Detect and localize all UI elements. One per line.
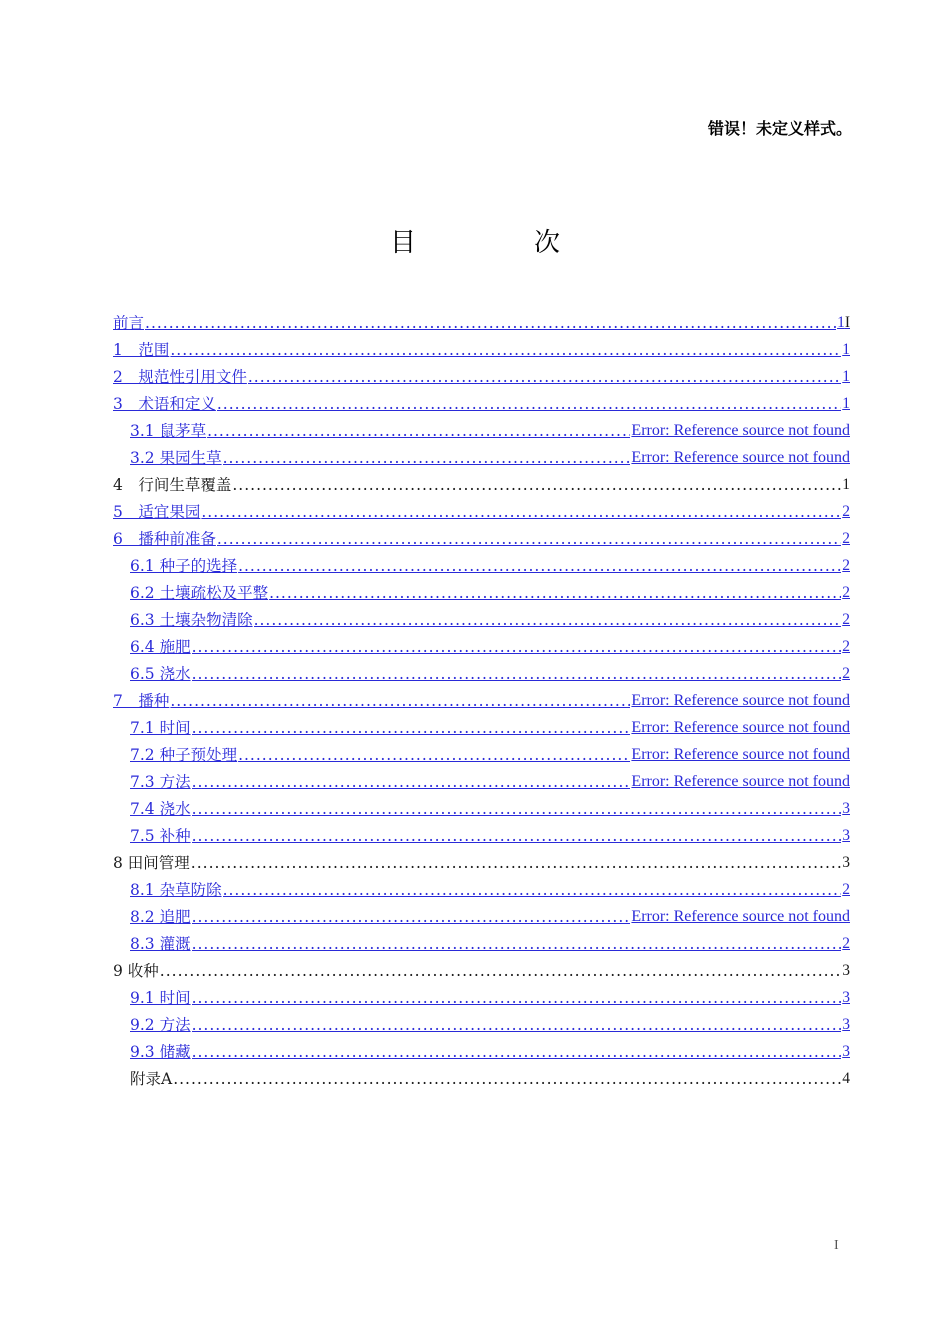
toc-link[interactable] bbox=[113, 388, 850, 415]
toc-dot-leader bbox=[223, 880, 842, 900]
toc-entry-label: 8.1 杂草防除 bbox=[130, 881, 222, 899]
toc-page-number: 3 bbox=[842, 1016, 850, 1033]
toc-link[interactable] bbox=[113, 550, 850, 577]
toc-dot-leader bbox=[145, 313, 836, 333]
toc-entry-label: 8 田间管理 bbox=[113, 854, 190, 872]
toc-link[interactable] bbox=[113, 820, 850, 847]
table-of-contents bbox=[113, 307, 850, 1090]
toc-page-number: Error: Reference source not found bbox=[631, 908, 850, 925]
toc-page-number: 3 bbox=[842, 827, 850, 844]
toc-entry-label: 7.4 浇水 bbox=[130, 800, 191, 818]
toc-dot-leader bbox=[207, 421, 630, 441]
toc-dot-leader bbox=[173, 1069, 841, 1089]
toc-dot-leader bbox=[192, 1015, 842, 1035]
toc-dot-leader bbox=[232, 475, 841, 495]
toc-page-number: 2 bbox=[842, 881, 850, 898]
toc-dot-leader bbox=[223, 448, 631, 468]
toc-link[interactable] bbox=[113, 685, 850, 712]
toc-dot-leader bbox=[170, 691, 630, 711]
toc-page-number: Error: Reference source not found bbox=[631, 719, 850, 736]
toc-link[interactable] bbox=[113, 712, 850, 739]
toc-dot-leader bbox=[217, 529, 841, 549]
toc-page-number: 3 bbox=[842, 800, 850, 817]
toc-entry-label: 6 播种前准备 bbox=[113, 530, 216, 548]
page-number: I bbox=[834, 1238, 839, 1253]
toc-entry-label: 7.2 种子预处理 bbox=[130, 746, 238, 764]
toc-entry-label: 9.3 储藏 bbox=[130, 1043, 191, 1061]
toc-link[interactable] bbox=[113, 1009, 850, 1036]
toc-dot-leader bbox=[254, 610, 842, 630]
toc-link[interactable] bbox=[113, 901, 850, 928]
toc-link[interactable] bbox=[113, 442, 850, 469]
toc-entry-label: 6.2 土壤疏松及平整 bbox=[130, 584, 269, 602]
toc-dot-leader bbox=[192, 1042, 842, 1062]
toc-page-number: 4 bbox=[842, 1070, 850, 1087]
toc-page-number: 3 bbox=[842, 1043, 850, 1060]
toc-page-number: 3 bbox=[842, 989, 850, 1006]
toc-entry-label: 9.2 方法 bbox=[130, 1016, 191, 1034]
toc-page-number: 2 bbox=[842, 584, 850, 601]
toc-entry-label: 7.1 时间 bbox=[130, 719, 191, 737]
toc-page-number: Error: Reference source not found bbox=[631, 692, 850, 709]
toc-dot-leader bbox=[191, 853, 841, 873]
toc-dot-leader bbox=[201, 502, 841, 522]
toc-page-number: 2 bbox=[842, 665, 850, 682]
toc-entry-label: 6.4 施肥 bbox=[130, 638, 191, 656]
toc-link[interactable] bbox=[113, 415, 850, 442]
toc-entry-label: 7.3 方法 bbox=[130, 773, 191, 791]
toc-dot-leader bbox=[192, 907, 631, 927]
toc-link[interactable] bbox=[113, 496, 850, 523]
toc-entry-label: 6.5 浇水 bbox=[130, 665, 191, 683]
toc-entry-label: 5 适宜果园 bbox=[113, 503, 201, 521]
toc-link[interactable] bbox=[113, 334, 850, 361]
toc-page-number: 2 bbox=[842, 557, 850, 574]
toc-link[interactable] bbox=[113, 604, 850, 631]
running-header: 错误！未定义样式。 bbox=[707, 119, 852, 138]
toc-link[interactable] bbox=[113, 1036, 850, 1063]
toc-page-number: 2 bbox=[842, 638, 850, 655]
toc-entry-label: 1 范围 bbox=[113, 341, 170, 359]
toc-page-number: 1 bbox=[842, 395, 850, 412]
toc-page-number: Error: Reference source not found bbox=[631, 773, 850, 790]
toc-dot-leader bbox=[192, 799, 842, 819]
toc-page-number: 2 bbox=[842, 530, 850, 547]
toc-link[interactable] bbox=[113, 307, 850, 334]
toc-dot-leader bbox=[248, 367, 841, 387]
toc-entry-label: 前言 bbox=[113, 314, 145, 332]
toc-dot-leader bbox=[192, 637, 842, 657]
toc-entry bbox=[113, 847, 850, 874]
toc-page-number: 1 bbox=[837, 314, 845, 331]
toc-link[interactable] bbox=[113, 766, 850, 793]
toc-entry bbox=[113, 1063, 850, 1090]
toc-dot-leader bbox=[238, 556, 841, 576]
toc-entry-label: 7.5 补种 bbox=[130, 827, 191, 845]
toc-entry-label: 附录A bbox=[130, 1070, 173, 1088]
toc-link[interactable] bbox=[113, 523, 850, 550]
toc-link[interactable] bbox=[113, 982, 850, 1009]
toc-page-number: Error: Reference source not found bbox=[631, 746, 850, 763]
toc-page-number: Error: Reference source not found bbox=[631, 422, 850, 439]
toc-link[interactable] bbox=[113, 577, 850, 604]
toc-entry-label: 2 规范性引用文件 bbox=[113, 368, 247, 386]
toc-page-number: 3 bbox=[842, 962, 850, 979]
toc-dot-leader bbox=[192, 772, 631, 792]
toc-dot-leader bbox=[192, 826, 842, 846]
toc-dot-leader bbox=[192, 988, 842, 1008]
toc-entry-label: 8.2 追肥 bbox=[130, 908, 191, 926]
toc-entry bbox=[113, 469, 850, 496]
toc-dot-leader bbox=[238, 745, 630, 765]
toc-entry-label: 3.2 果园生草 bbox=[130, 449, 222, 467]
toc-entry-label: 4 行间生草覆盖 bbox=[113, 476, 232, 494]
toc-link[interactable] bbox=[113, 793, 850, 820]
toc-page-number: 1 bbox=[842, 341, 850, 358]
toc-link[interactable] bbox=[113, 928, 850, 955]
toc-entry bbox=[113, 955, 850, 982]
toc-link[interactable] bbox=[113, 361, 850, 388]
toc-trailing-text: I bbox=[844, 314, 850, 331]
toc-dot-leader bbox=[192, 934, 842, 954]
toc-link[interactable] bbox=[113, 658, 850, 685]
toc-link[interactable] bbox=[113, 874, 850, 901]
toc-entry-label: 3.1 鼠茅草 bbox=[130, 422, 207, 440]
toc-entry-label: 9.1 时间 bbox=[130, 989, 191, 1007]
toc-dot-leader bbox=[192, 664, 842, 684]
toc-dot-leader bbox=[192, 718, 631, 738]
toc-dot-leader bbox=[217, 394, 841, 414]
toc-title: 目 次 bbox=[389, 228, 606, 258]
toc-page-number: Error: Reference source not found bbox=[631, 449, 850, 466]
toc-entry-label: 8.3 灌溉 bbox=[130, 935, 191, 953]
toc-page-number: 2 bbox=[842, 503, 850, 520]
toc-dot-leader bbox=[170, 340, 841, 360]
toc-page-number: 1 bbox=[842, 368, 850, 385]
toc-entry-label: 6.3 土壤杂物清除 bbox=[130, 611, 253, 629]
toc-link[interactable] bbox=[113, 631, 850, 658]
toc-entry-label: 9 收种 bbox=[113, 962, 159, 980]
toc-dot-leader bbox=[269, 583, 841, 603]
toc-entry-label: 3 术语和定义 bbox=[113, 395, 216, 413]
toc-page-number: 2 bbox=[842, 611, 850, 628]
toc-link[interactable] bbox=[113, 739, 850, 766]
toc-entry-label: 6.1 种子的选择 bbox=[130, 557, 238, 575]
toc-dot-leader bbox=[160, 961, 841, 981]
toc-page-number: 1 bbox=[842, 476, 850, 493]
toc-page-number: 3 bbox=[842, 854, 850, 871]
toc-entry-label: 7 播种 bbox=[113, 692, 170, 710]
toc-page-number: 2 bbox=[842, 935, 850, 952]
